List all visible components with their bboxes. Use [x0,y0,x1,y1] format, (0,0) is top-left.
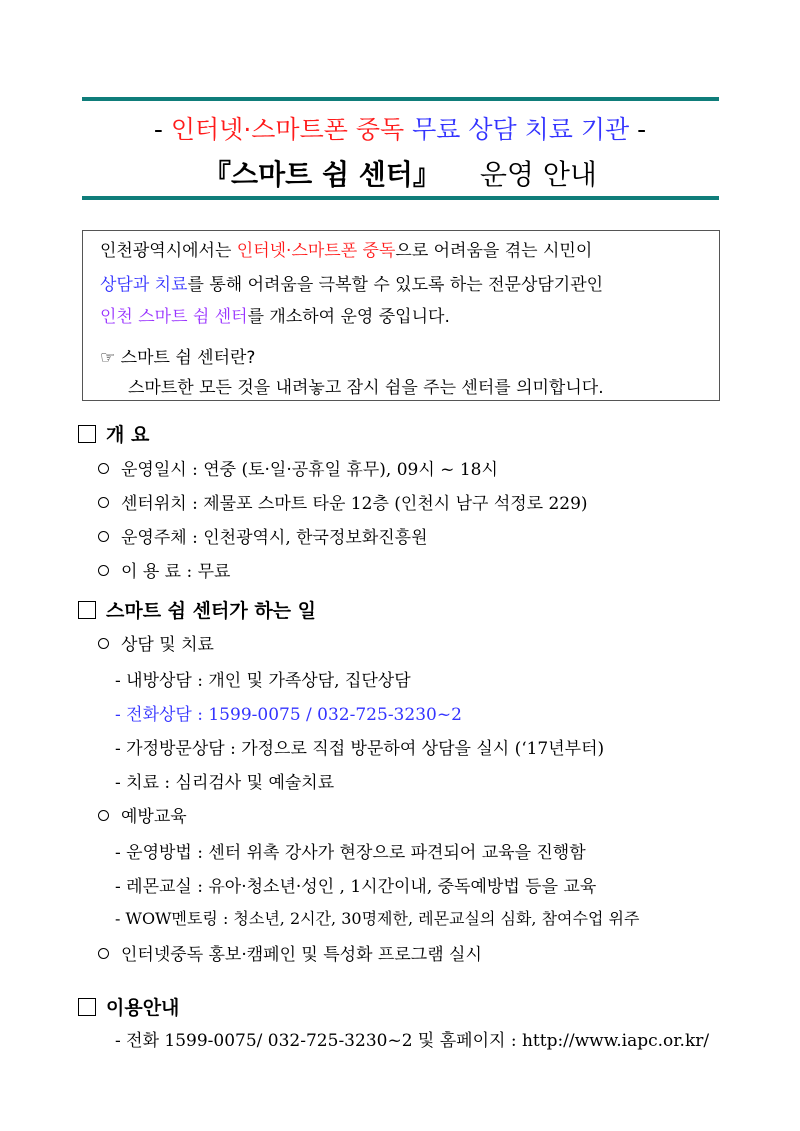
checkbox-square-icon [78,601,96,619]
list-item: - 전화상담 : 1599-0075 / 032-725-3230~2 [115,705,462,725]
dash: - [637,115,647,144]
group-heading: 예방교육 [98,802,187,827]
group-heading: 상담 및 치료 [98,630,214,655]
list-item: - 레몬교실 : 유아·청소년·성인 , 1시간이내, 중독예방법 등을 교육 [115,877,597,897]
circle-bullet-icon [98,565,109,576]
section-overview: 개 요 [78,420,149,447]
intro-line-2: 상담과 치료를 통해 어려움을 극복할 수 있도록 하는 전문상담기관인 [100,275,604,295]
circle-bullet-icon [98,948,109,959]
list-item: - WOW멘토링 : 청소년, 2시간, 30명제한, 레몬교실의 심화, 참여수업 위주 [115,909,640,928]
list-item: 운영일시 : 연중 (토·일·공휴일 휴무), 09시 ~ 18시 [98,455,498,480]
title-red: 인터넷·스마트폰 중독 [170,115,405,144]
circle-bullet-icon [98,638,109,649]
list-item: - 치료 : 심리검사 및 예술치료 [115,773,335,793]
section-usage: 이용안내 [78,993,179,1020]
circle-bullet-icon [98,810,109,821]
bottom-rule [82,196,719,200]
list-item: - 내방상담 : 개인 및 가족상담, 집단상담 [115,671,411,691]
contact-line: - 전화 1599-0075/ 032-725-3230~2 및 홈페이지 : http://www.iapc.or.kr/ [115,1031,710,1051]
subtitle-rest: 운영 안내 [479,158,597,191]
subtitle [0,153,800,193]
title-blue: 무료 상담 치료 기관 [412,115,630,144]
intro-question: ☞ 스마트 쉼 센터란? [100,348,256,368]
circle-bullet-icon [98,531,109,542]
top-rule [82,97,719,101]
checkbox-square-icon [78,998,96,1016]
list-item: - 운영방법 : 센터 위촉 강사가 현장으로 파견되어 교육을 진행함 [115,843,586,863]
pointing-hand-icon: ☞ [100,348,116,368]
circle-bullet-icon [98,497,109,508]
intro-answer: 스마트한 모든 것을 내려놓고 잠시 쉼을 주는 센터를 의미합니다. [128,378,604,398]
group-heading: 인터넷중독 홍보·캠페인 및 특성화 프로그램 실시 [98,940,482,965]
list-item: 센터위치 : 제물포 스마트 타운 12층 (인천시 남구 석정로 229) [98,489,588,514]
list-item: 운영주체 : 인천광역시, 한국정보화진흥원 [98,523,428,548]
intro-line-3: 인천 스마트 쉼 센터를 개소하여 운영 중입니다. [100,307,450,327]
subtitle-bold: 『스마트 쉼 센터』 [203,158,441,191]
title-line [0,110,800,146]
checkbox-square-icon [78,425,96,443]
section-services: 스마트 쉼 센터가 하는 일 [78,596,316,623]
dash: - [153,115,163,144]
list-item: - 가정방문상담 : 가정으로 직접 방문하여 상담을 실시 (‘17년부터) [115,739,605,759]
list-item: 이 용 료 : 무료 [98,557,230,582]
intro-line-1: 인천광역시에서는 인터넷·스마트폰 중독으로 어려움을 겪는 시민이 [100,241,593,261]
circle-bullet-icon [98,463,109,474]
